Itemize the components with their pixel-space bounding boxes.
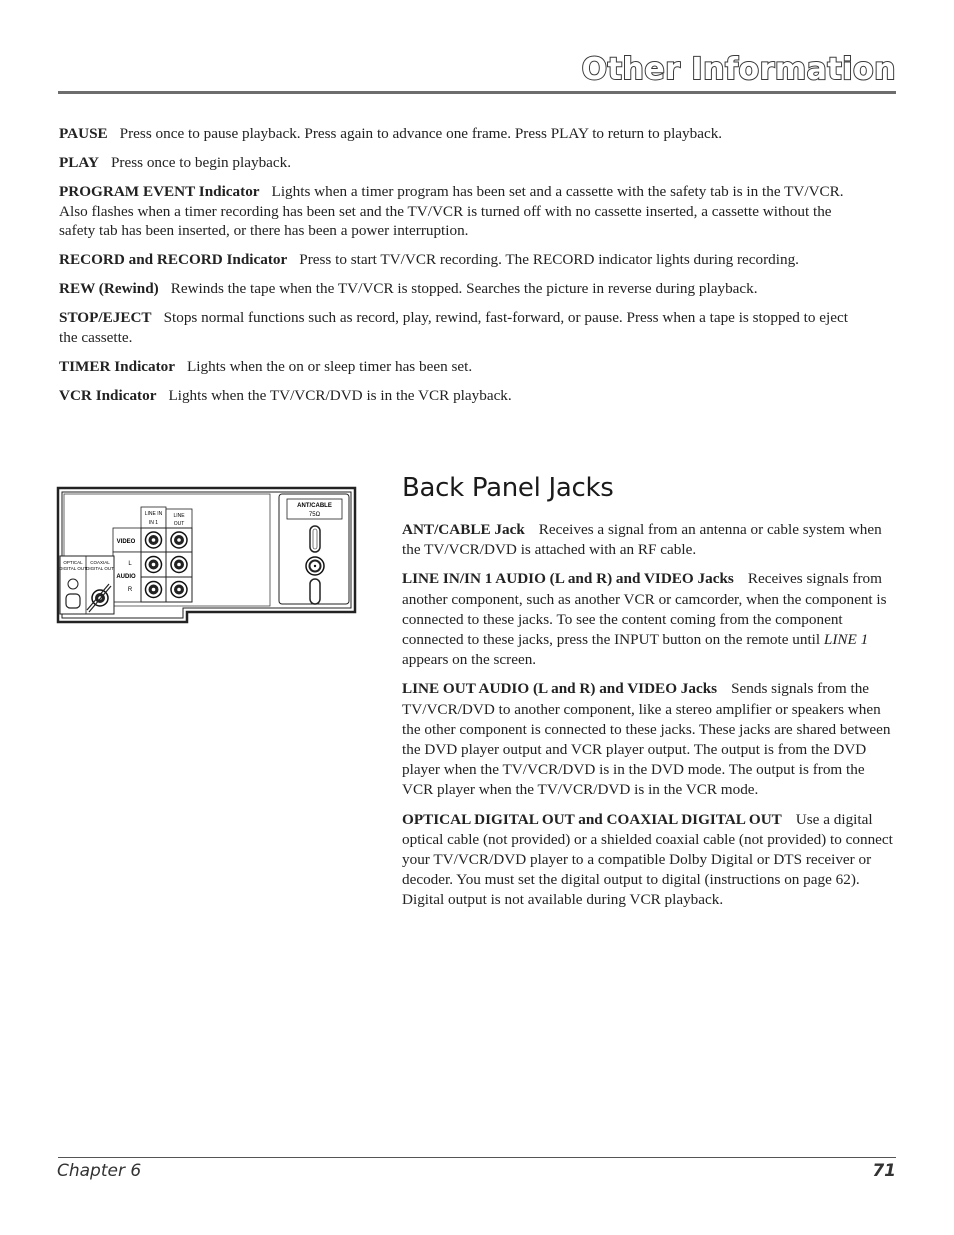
definition-term: TIMER Indicator — [59, 357, 176, 375]
definition-term: OPTICAL DIGITAL OUT and COAXIAL DIGITAL OUT — [402, 810, 782, 828]
audio-right-label: R — [127, 587, 133, 593]
definition-term: LINE OUT AUDIO (L and R) and VIDEO Jacks — [402, 680, 718, 698]
button-definitions — [59, 124, 859, 415]
audio-label: AUDIO — [116, 574, 136, 580]
definition-ant-cable — [402, 520, 899, 560]
footer-chapter: Chapter 6 — [57, 1161, 142, 1181]
definition-term: PAUSE — [59, 125, 108, 142]
definition-line-out — [402, 679, 899, 800]
definition-record — [59, 250, 859, 270]
back-panel-svg — [55, 486, 359, 626]
footer-rule — [58, 1157, 896, 1158]
definition-text: Lights when the on or sleep timer has been set. — [187, 357, 473, 375]
audio-left-label: L — [128, 561, 132, 567]
definition-term: VCR Indicator — [59, 386, 157, 404]
definition-text: Receives signals from another component, such as another VCR or camcorder, when the component is connected to these jacks. To see the content coming from the component connected to these jacks, press the INPUT button on the remote until — [402, 570, 887, 649]
page-header-title: Other Information — [581, 52, 896, 87]
definition-term: ANT/CABLE Jack — [402, 521, 525, 538]
definition-timer — [59, 357, 859, 377]
coaxial-label: COAXIAL — [90, 560, 110, 565]
definition-play — [59, 153, 859, 173]
definition-term: LINE IN/IN 1 AUDIO (L and R) and VIDEO Jacks — [402, 570, 734, 588]
definition-pause — [59, 124, 859, 144]
jack-definitions — [402, 520, 899, 920]
definition-text-end: appears on the screen. — [402, 651, 537, 669]
ohms-label: 75Ω — [308, 512, 321, 518]
video-in-jack[interactable] — [146, 532, 162, 548]
definition-optical-coaxial — [402, 810, 899, 911]
line-in-label: LINE IN — [144, 511, 163, 517]
definition-term: PLAY — [59, 154, 99, 171]
definition-text: Use a digital optical cable (not provided) or a shielded coaxial cable (not provided) to connect your TV/VCR/DVD player to a compatible Dolby Digital or DTS receiver or decoder. You must set the digital output to digital (instructions on page 62). Digital output is not available during VCR playback. — [402, 810, 893, 909]
optical-digital-out-label: DIGITAL OUT — [59, 566, 87, 571]
audio-right-out-jack[interactable] — [171, 582, 187, 598]
optical-label: OPTICAL — [63, 560, 83, 565]
definition-text: Receives a signal from an antenna or cable system when the TV/VCR/DVD is attached with an RF cable. — [402, 521, 882, 559]
definition-vcr — [59, 386, 859, 406]
definition-text: Lights when the TV/VCR/DVD is in the VCR playback. — [168, 386, 512, 404]
audio-left-in-jack[interactable] — [146, 557, 162, 573]
header-rule — [58, 91, 896, 94]
out-label: OUT — [173, 521, 185, 527]
definition-text: Press to start TV/VCR recording. The RECORD indicator lights during recording. — [299, 251, 799, 268]
definition-stop-eject — [59, 308, 859, 347]
section-title: Back Panel Jacks — [402, 473, 614, 503]
in1-label: IN 1 — [148, 520, 159, 526]
video-out-jack[interactable] — [171, 532, 187, 548]
definition-text: Press once to begin playback. — [110, 154, 292, 171]
definition-rewind — [59, 279, 859, 299]
audio-right-in-jack[interactable] — [146, 582, 162, 598]
definition-italic-text: LINE 1 — [823, 631, 869, 649]
footer-page-number: 71 — [872, 1161, 896, 1181]
definition-program-event — [59, 182, 859, 241]
coaxial-digital-out-label: DIGITAL OUT — [86, 566, 114, 571]
definition-term: REW (Rewind) — [59, 280, 159, 297]
definition-term: STOP/EJECT — [59, 309, 152, 326]
audio-left-out-jack[interactable] — [171, 557, 187, 573]
definition-text: Rewinds the tape when the TV/VCR is stopped. Searches the picture in reverse during playback. — [170, 280, 758, 297]
video-label: VIDEO — [116, 539, 136, 545]
definition-term: RECORD and RECORD Indicator — [59, 251, 288, 268]
back-panel-diagram — [55, 486, 359, 626]
ant-cable-label: ANT/CABLE — [297, 503, 332, 509]
ant-slot-lower — [310, 579, 320, 604]
definition-text: Sends signals from the TV/VCR/DVD to another component, like a stereo amplifier or speakers when the other component is connected to these jacks. These jacks are shared between the DVD player output and VCR player output. The output is from the DVD player when the TV/VCR/DVD is in the DVD mode. The output is from the VCR player when the TV/VCR/DVD is in the VCR mode. — [402, 680, 891, 799]
definition-text: Stops normal functions such as record, play, rewind, fast-forward, or pause. Press when a tape is stopped to eject the cassette. — [59, 309, 848, 346]
ant-cable-jack[interactable] — [306, 557, 324, 575]
line-out-label: LINE — [173, 513, 185, 519]
definition-text: Press once to pause playback. Press again to advance one frame. Press PLAY to return to playback. — [119, 125, 723, 142]
definition-text: Lights when a timer program has been set and a cassette with the safety tab is in the TV/VCR. Also flashes when a timer recording has been set and the TV/VCR is turned off with no cassette inserted, a cassette without the safety tab has been inserted, or there has been a power interruption. — [59, 183, 844, 239]
definition-line-in — [402, 569, 899, 670]
definition-term: PROGRAM EVENT Indicator — [59, 183, 260, 200]
